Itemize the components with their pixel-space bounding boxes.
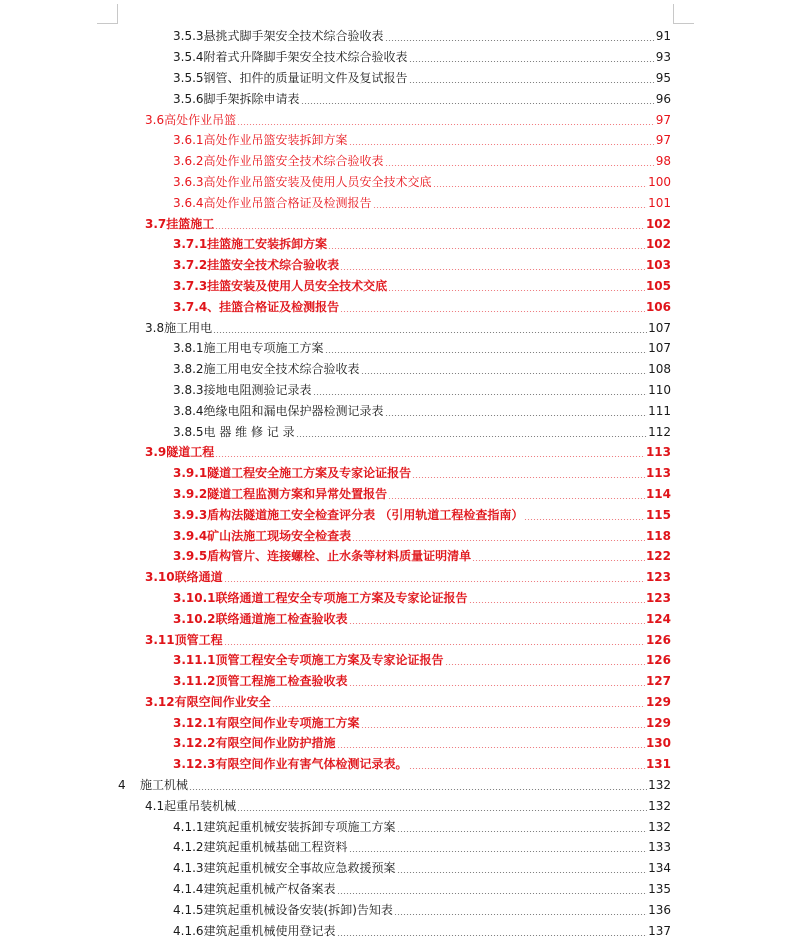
toc-entry-number: 3.5.5 (173, 70, 204, 85)
toc-entry-page: 134 (648, 861, 671, 876)
toc-dot-leader (409, 768, 645, 769)
toc-entry-title: 挂篮施工 (166, 216, 215, 231)
toc-entry-page: 103 (645, 258, 671, 273)
toc-dot-leader (337, 935, 648, 936)
toc-entry-number: 4.1 (145, 798, 165, 813)
toc-entry-number: 3.11 (145, 632, 175, 647)
toc-dot-leader (349, 851, 648, 852)
toc-entry[interactable] (0, 816, 793, 837)
toc-entry-title: 有限空间作业防护措施 (215, 736, 336, 751)
toc-entry-title: 高处作业吊篮合格证及检测报告 (203, 195, 372, 210)
toc-dot-leader (361, 373, 648, 374)
toc-entry-page: 97 (655, 112, 671, 127)
toc-entry[interactable] (0, 899, 793, 920)
toc-entry-page: 91 (655, 29, 671, 44)
toc-entry-title: 钢管、扣件的质量证明文件及复试报告 (203, 70, 408, 85)
toc-dot-leader (349, 144, 655, 145)
toc-entry-page: 131 (645, 757, 671, 772)
toc-entry-title: 隧道工程安全施工方案及专家论证报告 (207, 466, 412, 481)
toc-entry-page: 100 (648, 174, 671, 189)
toc-entry[interactable] (0, 276, 793, 297)
table-of-contents (0, 26, 793, 941)
toc-entry-page: 114 (645, 486, 671, 501)
toc-entry-page: 126 (645, 653, 671, 668)
toc-dot-leader (340, 269, 645, 270)
toc-entry[interactable] (0, 795, 793, 816)
toc-entry[interactable] (0, 671, 793, 692)
toc-entry-number: 3.7.4、 (173, 299, 220, 314)
toc-dot-leader (397, 831, 648, 832)
toc-entry-number: 4.1.4 (173, 882, 204, 897)
toc-entry-number: 3.10.1 (173, 590, 216, 605)
toc-entry-number: 3.8.5 (173, 424, 204, 439)
toc-entry-page: 113 (645, 466, 671, 481)
toc-entry[interactable] (0, 692, 793, 713)
toc-entry[interactable] (0, 525, 793, 546)
toc-entry-number: 3.8.3 (173, 382, 204, 397)
toc-entry-page: 115 (645, 507, 671, 522)
toc-entry-title: 脚手架拆除申请表 (203, 91, 300, 106)
toc-entry-title: 接地电阻测验记录表 (203, 382, 312, 397)
toc-entry[interactable] (0, 546, 793, 567)
toc-entry[interactable] (0, 504, 793, 525)
toc-dot-leader (472, 560, 645, 561)
toc-entry-title: 施工用电 (164, 320, 213, 335)
toc-entry-number: 3.12.1 (173, 715, 216, 730)
toc-entry-number: 4 (118, 778, 126, 793)
toc-dot-leader (394, 914, 647, 915)
toc-entry-title: 高处作业吊篮 (164, 112, 237, 127)
toc-entry-number: 4.1.1 (173, 819, 204, 834)
toc-entry-number: 3.12.3 (173, 757, 216, 772)
toc-dot-leader (215, 228, 645, 229)
toc-entry-title: 施工用电专项施工方案 (203, 341, 324, 356)
toc-dot-leader (224, 581, 645, 582)
toc-entry-number: 3.8.2 (173, 362, 204, 377)
toc-entry[interactable] (0, 400, 793, 421)
toc-dot-leader (412, 477, 645, 478)
toc-dot-leader (313, 394, 648, 395)
toc-entry-number: 3.7 (145, 216, 167, 231)
toc-entry-page: 96 (655, 91, 671, 106)
toc-entry-page: 102 (645, 216, 671, 231)
toc-dot-leader (296, 436, 647, 437)
toc-entry-page: 101 (648, 195, 671, 210)
toc-entry-title: 挂篮安全技术综合验收表 (207, 258, 340, 273)
toc-entry-number: 3.12.2 (173, 736, 216, 751)
toc-dot-leader (337, 747, 645, 748)
toc-entry-page: 95 (655, 70, 671, 85)
toc-dot-leader (325, 352, 648, 353)
toc-entry[interactable] (0, 88, 793, 109)
toc-entry-number: 3.10.2 (173, 611, 216, 626)
toc-entry-page: 110 (648, 382, 671, 397)
toc-entry-title: 建筑起重机械安装拆卸专项施工方案 (203, 819, 396, 834)
toc-entry-page: 123 (645, 590, 671, 605)
margin-corner-mark (674, 23, 694, 24)
toc-dot-leader (373, 207, 648, 208)
toc-entry-number: 4.1.6 (173, 923, 204, 938)
toc-entry-number: 3.8.4 (173, 403, 204, 418)
toc-entry-title: 建筑起重机械使用登记表 (203, 923, 336, 938)
toc-entry-page: 132 (648, 798, 671, 813)
toc-entry-title: 有限空间作业有害气体检测记录表。 (215, 757, 408, 772)
toc-dot-leader (213, 332, 647, 333)
toc-dot-leader (469, 602, 645, 603)
toc-entry-title: 隧道工程 (166, 445, 215, 460)
toc-entry-number: 3.6.1 (173, 133, 204, 148)
toc-dot-leader (337, 893, 648, 894)
toc-entry[interactable] (0, 567, 793, 588)
toc-entry-title: 挂篮安装及使用人员安全技术交底 (207, 278, 388, 293)
toc-entry-title: 建筑起重机械设备安装(拆卸)告知表 (203, 902, 393, 917)
toc-entry-page: 105 (645, 278, 671, 293)
toc-entry-title: 高处作业吊篮安装及使用人员安全技术交底 (203, 174, 432, 189)
toc-entry[interactable] (0, 213, 793, 234)
toc-entry-page: 123 (645, 570, 671, 585)
toc-entry[interactable] (0, 192, 793, 213)
toc-dot-leader (328, 248, 645, 249)
margin-corner-mark (673, 4, 674, 24)
toc-entry[interactable] (0, 172, 793, 193)
toc-dot-leader (397, 872, 648, 873)
toc-entry-number: 3.8 (145, 320, 165, 335)
toc-entry-title: 建筑起重机械产权备案表 (203, 882, 336, 897)
toc-entry[interactable] (0, 650, 793, 671)
toc-entry-title: 建筑起重机械基础工程资料 (203, 840, 348, 855)
toc-dot-leader (361, 727, 645, 728)
toc-entry-number: 3.5.4 (173, 50, 204, 65)
toc-entry[interactable] (0, 920, 793, 941)
toc-entry-title: 绝缘电阻和漏电保护器检测记录表 (203, 403, 384, 418)
toc-entry-page: 97 (655, 133, 671, 148)
toc-entry[interactable] (0, 130, 793, 151)
toc-entry[interactable] (0, 26, 793, 47)
toc-entry-page: 113 (645, 445, 671, 460)
toc-entry-title: 建筑起重机械安全事故应急救援预案 (203, 861, 396, 876)
toc-entry-number: 3.9.1 (173, 466, 208, 481)
toc-entry[interactable] (0, 712, 793, 733)
toc-entry-page: 111 (648, 403, 671, 418)
toc-entry[interactable] (0, 47, 793, 68)
toc-entry-page: 112 (648, 424, 671, 439)
toc-entry-title: 电 器 维 修 记 录 (203, 424, 295, 439)
toc-entry-title: 盾构管片、连接螺栓、止水条等材料质量证明清单 (207, 549, 472, 564)
toc-dot-leader (388, 498, 645, 499)
toc-entry-page: 135 (648, 882, 671, 897)
toc-entry-title: 挂篮施工安装拆卸方案 (207, 237, 328, 252)
toc-dot-leader (385, 165, 655, 166)
toc-entry-page: 129 (645, 715, 671, 730)
toc-dot-leader (433, 186, 648, 187)
toc-entry-page: 136 (648, 902, 671, 917)
toc-dot-leader (237, 810, 647, 811)
toc-entry[interactable] (0, 858, 793, 879)
toc-entry-number: 3.9.4 (173, 528, 208, 543)
toc-entry-title: 隧道工程监测方案和异常处置报告 (207, 486, 388, 501)
toc-entry-title: 有限空间作业专项施工方案 (215, 715, 360, 730)
toc-dot-leader (272, 706, 645, 707)
toc-entry[interactable] (0, 68, 793, 89)
toc-entry-number: 3.6.4 (173, 195, 204, 210)
toc-entry-title: 矿山法施工现场安全检查表 (207, 528, 352, 543)
toc-entry-number: 3.5.3 (173, 29, 204, 44)
toc-entry-number: 3.9.5 (173, 549, 208, 564)
toc-entry[interactable] (0, 837, 793, 858)
toc-entry-page: 118 (645, 528, 671, 543)
toc-entry-title: 高处作业吊篮安全技术综合验收表 (203, 154, 384, 169)
toc-dot-leader (445, 664, 645, 665)
toc-entry[interactable] (0, 608, 793, 629)
toc-entry-number: 3.6.2 (173, 154, 204, 169)
toc-entry[interactable] (0, 296, 793, 317)
toc-entry-number: 3.9 (145, 445, 167, 460)
toc-entry-title: 联络通道 (174, 570, 223, 585)
toc-entry-page: 127 (645, 674, 671, 689)
toc-dot-leader (224, 644, 645, 645)
toc-entry[interactable] (0, 588, 793, 609)
toc-entry-title: 顶管工程 (174, 632, 223, 647)
toc-entry-title: 顶管工程安全专项施工方案及专家论证报告 (215, 653, 444, 668)
toc-entry[interactable] (0, 775, 793, 796)
toc-dot-leader (385, 40, 655, 41)
toc-entry-number: 3.7.2 (173, 258, 208, 273)
toc-entry[interactable] (0, 754, 793, 775)
toc-entry[interactable] (0, 442, 793, 463)
toc-entry[interactable] (0, 629, 793, 650)
toc-entry-page: 126 (645, 632, 671, 647)
toc-entry-title: 施工机械 (140, 778, 189, 793)
toc-entry[interactable] (0, 255, 793, 276)
toc-entry-page: 108 (648, 362, 671, 377)
toc-entry-title: 挂篮合格证及检测报告 (219, 299, 340, 314)
toc-entry-title: 盾构法隧道施工安全检查评分表 （引用轨道工程检查指南） (207, 507, 524, 522)
margin-corner-mark (97, 23, 117, 24)
toc-entry-number: 3.5.6 (173, 91, 204, 106)
toc-entry-page: 102 (645, 237, 671, 252)
toc-dot-leader (340, 311, 645, 312)
toc-entry-page: 132 (648, 778, 671, 793)
toc-entry-title: 施工用电安全技术综合验收表 (203, 362, 360, 377)
toc-entry-title: 有限空间作业安全 (174, 694, 271, 709)
toc-entry-number: 3.7.1 (173, 237, 208, 252)
toc-entry-number: 3.6.3 (173, 174, 204, 189)
toc-entry-page: 107 (648, 341, 671, 356)
toc-dot-leader (349, 623, 645, 624)
toc-dot-leader (409, 61, 655, 62)
toc-entry-title: 起重吊装机械 (164, 798, 237, 813)
toc-entry-page: 130 (645, 736, 671, 751)
toc-entry-title: 联络通道工程安全专项施工方案及专家论证报告 (215, 590, 468, 605)
toc-entry-page: 129 (645, 694, 671, 709)
toc-entry-title: 悬挑式脚手架安全技术综合验收表 (203, 29, 384, 44)
toc-entry[interactable] (0, 234, 793, 255)
toc-entry-page: 107 (648, 320, 671, 335)
toc-entry-title: 高处作业吊篮安装拆卸方案 (203, 133, 348, 148)
toc-entry[interactable] (0, 359, 793, 380)
toc-entry[interactable] (0, 421, 793, 442)
toc-dot-leader (189, 789, 647, 790)
toc-dot-leader (388, 290, 645, 291)
toc-entry-number: 3.11.1 (173, 653, 216, 668)
toc-entry-number: 3.6 (145, 112, 165, 127)
toc-entry[interactable] (0, 109, 793, 130)
toc-dot-leader (385, 415, 648, 416)
toc-dot-leader (409, 82, 655, 83)
toc-dot-leader (237, 124, 655, 125)
toc-entry-number: 3.11.2 (173, 674, 216, 689)
toc-entry-title: 联络通道施工检查验收表 (215, 611, 348, 626)
toc-entry[interactable] (0, 879, 793, 900)
toc-entry-number: 3.9.2 (173, 486, 208, 501)
toc-dot-leader (349, 685, 645, 686)
toc-dot-leader (524, 519, 645, 520)
toc-entry[interactable] (0, 338, 793, 359)
toc-entry-title: 附着式升降脚手架安全技术综合验收表 (203, 50, 408, 65)
toc-entry[interactable] (0, 151, 793, 172)
toc-entry-page: 132 (648, 819, 671, 834)
toc-entry-page: 133 (648, 840, 671, 855)
toc-entry-number: 3.9.3 (173, 507, 208, 522)
toc-entry-page: 122 (645, 549, 671, 564)
toc-entry-number: 3.7.3 (173, 278, 208, 293)
toc-entry-number: 4.1.2 (173, 840, 204, 855)
toc-entry[interactable] (0, 317, 793, 338)
toc-entry-number: 3.8.1 (173, 341, 204, 356)
toc-entry-page: 93 (655, 50, 671, 65)
margin-corner-mark (117, 4, 118, 24)
toc-entry-title: 顶管工程施工检查验收表 (215, 674, 348, 689)
toc-entry-number: 3.12 (145, 694, 175, 709)
toc-entry-page: 137 (648, 923, 671, 938)
toc-entry-number: 4.1.5 (173, 902, 204, 917)
toc-entry[interactable] (0, 733, 793, 754)
toc-entry-number: 4.1.3 (173, 861, 204, 876)
toc-entry-page: 98 (655, 154, 671, 169)
toc-entry-number: 3.10 (145, 570, 175, 585)
toc-dot-leader (301, 103, 655, 104)
toc-dot-leader (352, 540, 645, 541)
toc-entry-page: 124 (645, 611, 671, 626)
toc-entry[interactable] (0, 484, 793, 505)
toc-entry-page: 106 (645, 299, 671, 314)
toc-dot-leader (215, 456, 645, 457)
toc-entry[interactable] (0, 380, 793, 401)
toc-entry[interactable] (0, 463, 793, 484)
